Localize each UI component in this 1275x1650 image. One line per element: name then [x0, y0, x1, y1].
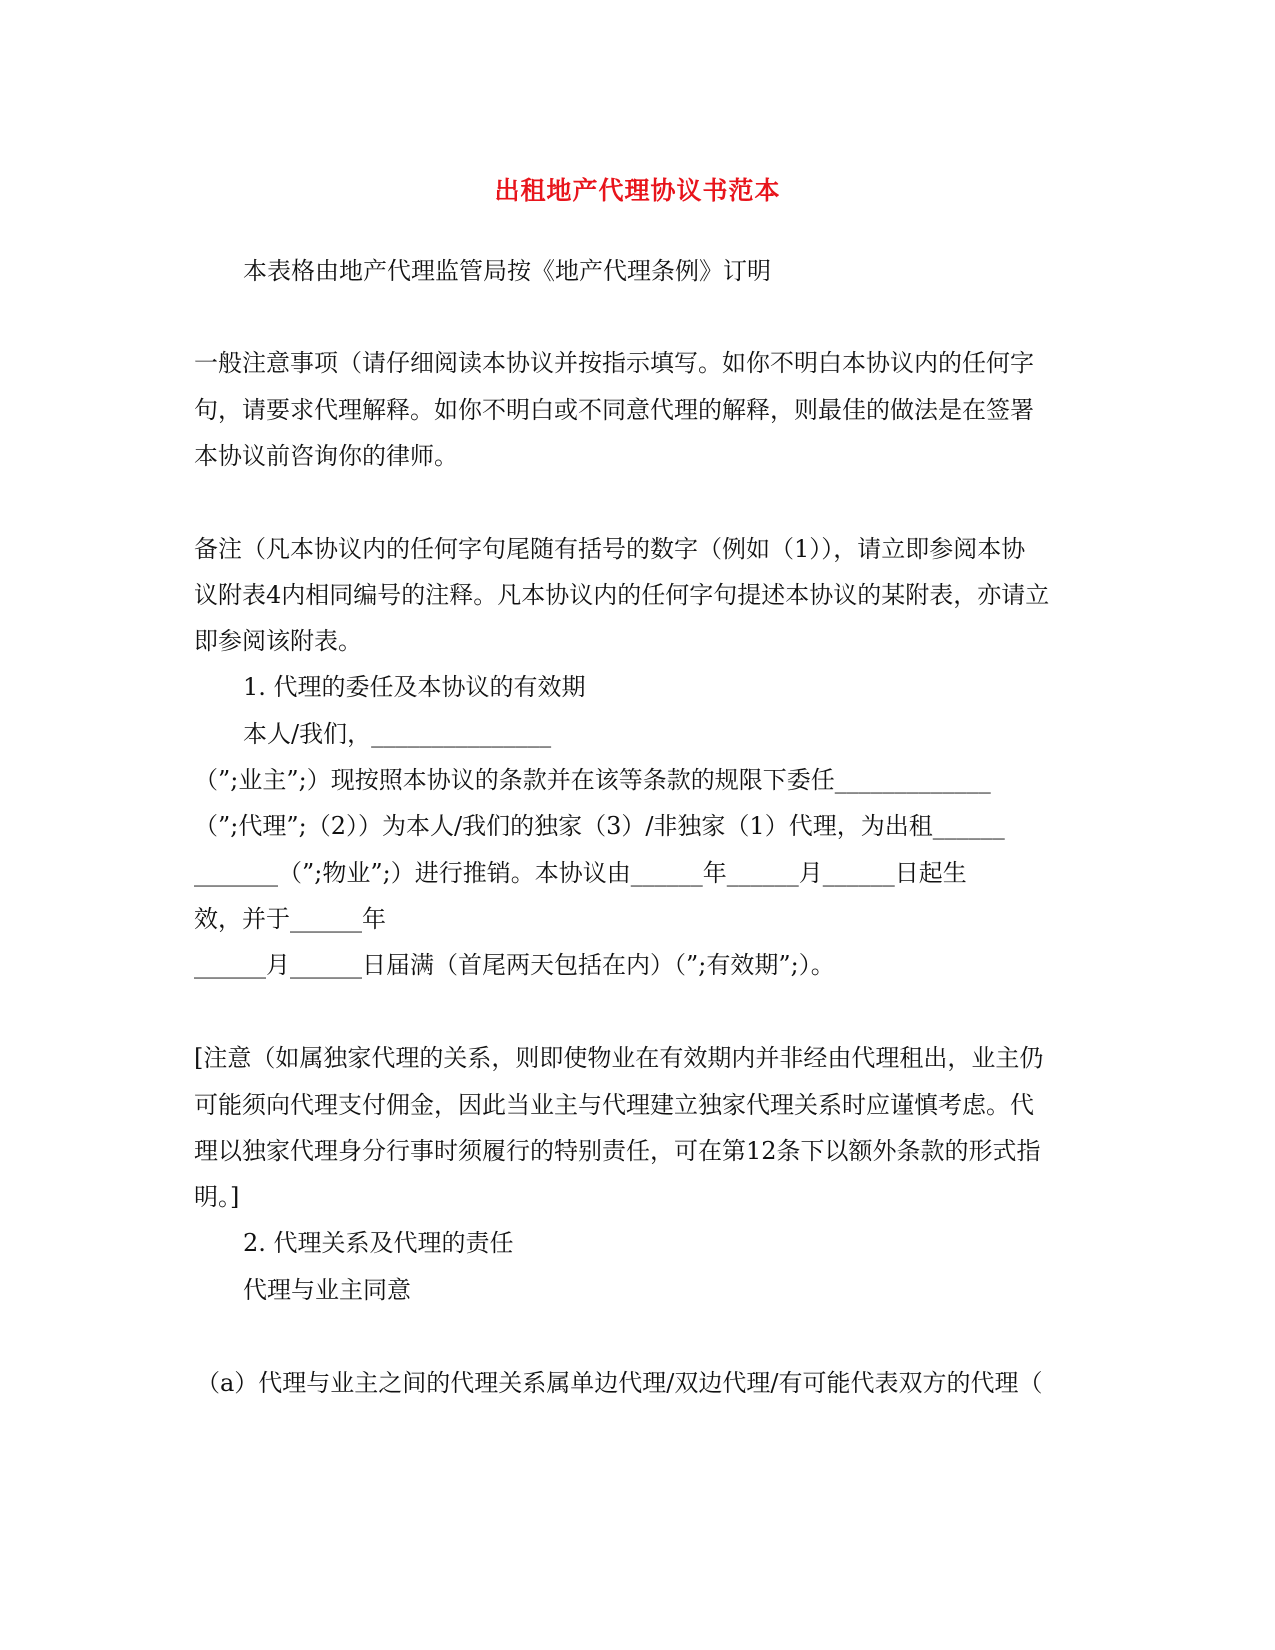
section-2-intro: 代理与业主同意 [243, 1276, 411, 1304]
section-1-heading: 1. 代理的委任及本协议的有效期 [243, 673, 586, 701]
exclusive-note-line-3: 理以独家代理身分行事时须履行的特别责任，可在第12条下以额外条款的形式指 [194, 1137, 1041, 1165]
section-1-line-4: _______（”;物业”;）进行推销。本协议由______年______月______日起生 [194, 859, 967, 887]
remarks-line-3: 即参阅该附表。 [194, 627, 362, 655]
general-notes-line-3: 本协议前咨询你的律师。 [194, 442, 458, 470]
section-1-line-3: （”;代理”;（2））为本人/我们的独家（3）/非独家（1）代理，为出租______ [194, 812, 1005, 840]
section-1-line-2: （”;业主”;）现按照本协议的条款并在该等条款的规限下委任_____________ [194, 766, 991, 794]
general-notes-line-2: 句，请要求代理解释。如你不明白或不同意代理的解释，则最佳的做法是在签署 [194, 396, 1034, 424]
remarks-line-2: 议附表4内相同编号的注释。凡本协议内的任何字句提述本协议的某附表，亦请立 [194, 581, 1050, 609]
exclusive-note-line-4: 明。] [194, 1183, 240, 1211]
section-2-heading: 2. 代理关系及代理的责任 [243, 1229, 514, 1257]
form-prescription-note: 本表格由地产代理监管局按《地产代理条例》订明 [243, 257, 771, 285]
section-1-line-5: 效，并于______年 [194, 905, 386, 933]
exclusive-note-line-1: [注意（如属独家代理的关系，则即使物业在有效期内并非经由代理租出，业主仍 [194, 1044, 1044, 1072]
section-2-clause-a: （a）代理与业主之间的代理关系属单边代理/双边代理/有可能代表双方的代理（ [196, 1369, 1043, 1397]
exclusive-note-line-2: 可能须向代理支付佣金，因此当业主与代理建立独家代理关系时应谨慎考虑。代 [194, 1091, 1034, 1119]
remarks-line-1: 备注（凡本协议内的任何字句尾随有括号的数字（例如（1）），请立即参阅本协 [194, 535, 1026, 563]
section-1-line-1: 本人/我们，_______________ [243, 720, 552, 748]
section-1-line-6: ______月______日届满（首尾两天包括在内）（”;有效期”;）。 [194, 951, 835, 979]
general-notes-line-1: 一般注意事项（请仔细阅读本协议并按指示填写。如你不明白本协议内的任何字 [194, 349, 1034, 377]
document-title: 出租地产代理协议书范本 [494, 176, 781, 205]
